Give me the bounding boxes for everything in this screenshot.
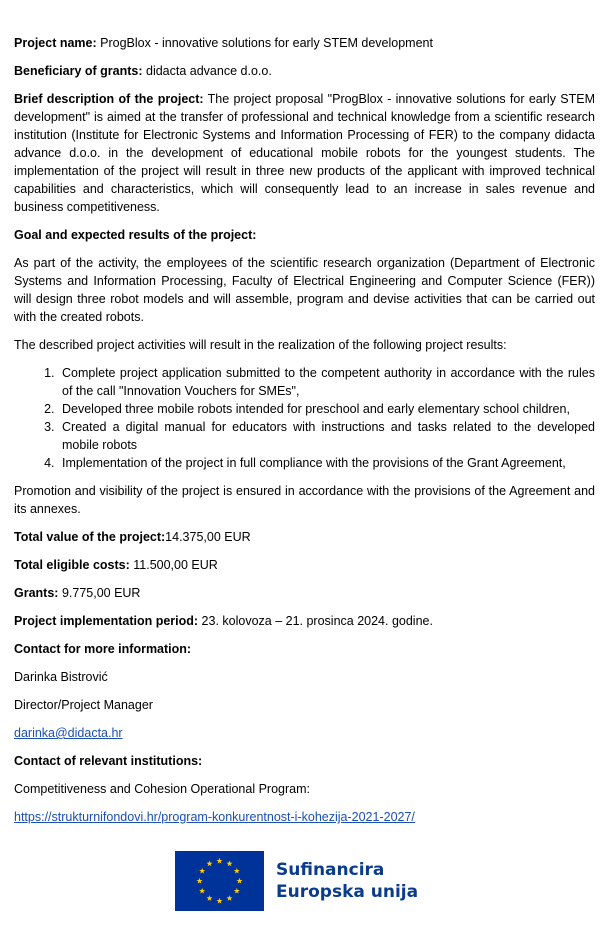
eu-star [199,888,205,894]
eligible-costs-amount: 11.500,00 EUR [133,558,218,572]
list-item: 4. Implementation of the project in full compliance with the provisions of the Grant Agreement, [58,454,595,472]
eu-star [226,860,232,866]
list-item: 1. Complete project application submitted to the competent authority in accordance with the rules of the call "Innovation Vouchers for SMEs", [58,364,595,400]
eu-logo-line1: Sufinancira [276,860,385,880]
contact-name: Darinka Bistrović [14,670,108,684]
institutions-heading [14,752,595,770]
grants-label: Grants: [14,586,59,600]
eu-star [236,878,242,884]
list-item: 2. Developed three mobile robots intended for preschool and early elementary school children, [58,400,595,418]
promotion-paragraph: Promotion and visibility of the project is ensured in accordance with the provisions of the Agreement and its annexes. [14,484,595,516]
eligible-costs-label: Total eligible costs: [14,558,130,572]
eu-star [234,868,240,874]
program-name: Competitiveness and Cohesion Operational Program: [14,782,310,796]
total-value-amount: 14.375,00 EUR [165,530,251,544]
eu-star [226,895,232,901]
contact-heading-text: Contact for more information: [14,642,192,656]
project-name-line [14,34,595,52]
eligible-costs-line [14,556,595,574]
contact-heading [14,640,595,658]
period-value: 23. kolovoza – 21. prosinca 2024. godine. [201,614,433,628]
goal-heading [14,226,595,244]
eu-flag-icon [175,851,264,911]
grants-line [14,584,595,602]
results-intro: The described project activities will result in the realization of the following project results: [14,338,507,352]
beneficiary-label: Beneficiary of grants: [14,64,143,78]
project-name-label: Project name: [14,36,97,50]
eu-star [234,888,240,894]
eu-star [196,878,202,884]
eu-star [199,868,205,874]
program-url-line [14,808,595,826]
eu-star [216,898,222,904]
contact-role: Director/Project Manager [14,698,153,712]
brief-description [14,90,595,216]
eu-cofinanced-logo [175,851,425,911]
eu-logo-line2: Europska unija [276,882,419,902]
beneficiary-line [14,62,595,80]
beneficiary-value: didacta advance d.o.o. [146,64,272,78]
eu-star [206,860,212,866]
brief-value: The project proposal "ProgBlox - innovative solutions for early STEM development" is aimed at the transfer of professional and technical knowledge from a scientific research institution (Institute for Electronic Systems and Information Processing of FER) to the company didacta advance d.o.o. in the development of educational mobile robots for the youngest students. The implementation of the project will result in three new products of the applicant with improved technical capabilities and characteristics, which will consequently lead to an increase in sales revenue and business competitiveness. [14,92,595,214]
program-url-link[interactable]: https://strukturnifondovi.hr/program-konkurentnost-i-kohezija-2021-2027/ [14,810,415,824]
eu-star [206,895,212,901]
project-name-value: ProgBlox - innovative solutions for early STEM development [100,36,433,50]
grants-amount: 9.775,00 EUR [61,586,141,600]
total-value-line [14,528,595,546]
brief-label: Brief description of the project: [14,92,204,106]
document-body [14,34,595,836]
contact-email-link[interactable]: darinka@didacta.hr [14,726,123,740]
list-item: 3. Created a digital manual for educators with instructions and tasks related to the developed mobile robots [58,418,595,454]
goal-heading-text: Goal and expected results of the project: [14,228,257,242]
period-line [14,612,595,630]
activity-paragraph: As part of the activity, the employees of the scientific research organization (Department of Electronic Systems and Information Processing, Faculty of Electrical Engineering and Computer Science (FER)) will design three robot models and will assemble, program and devise activities that can be carried out with the created robots. [14,256,595,324]
institutions-heading-text: Contact of relevant institutions: [14,754,203,768]
contact-email-line [14,724,595,742]
results-list [14,364,595,472]
period-label: Project implementation period: [14,614,199,628]
total-value-label: Total value of the project: [14,530,166,544]
eu-star [216,858,222,864]
eu-logo-text [276,859,418,903]
